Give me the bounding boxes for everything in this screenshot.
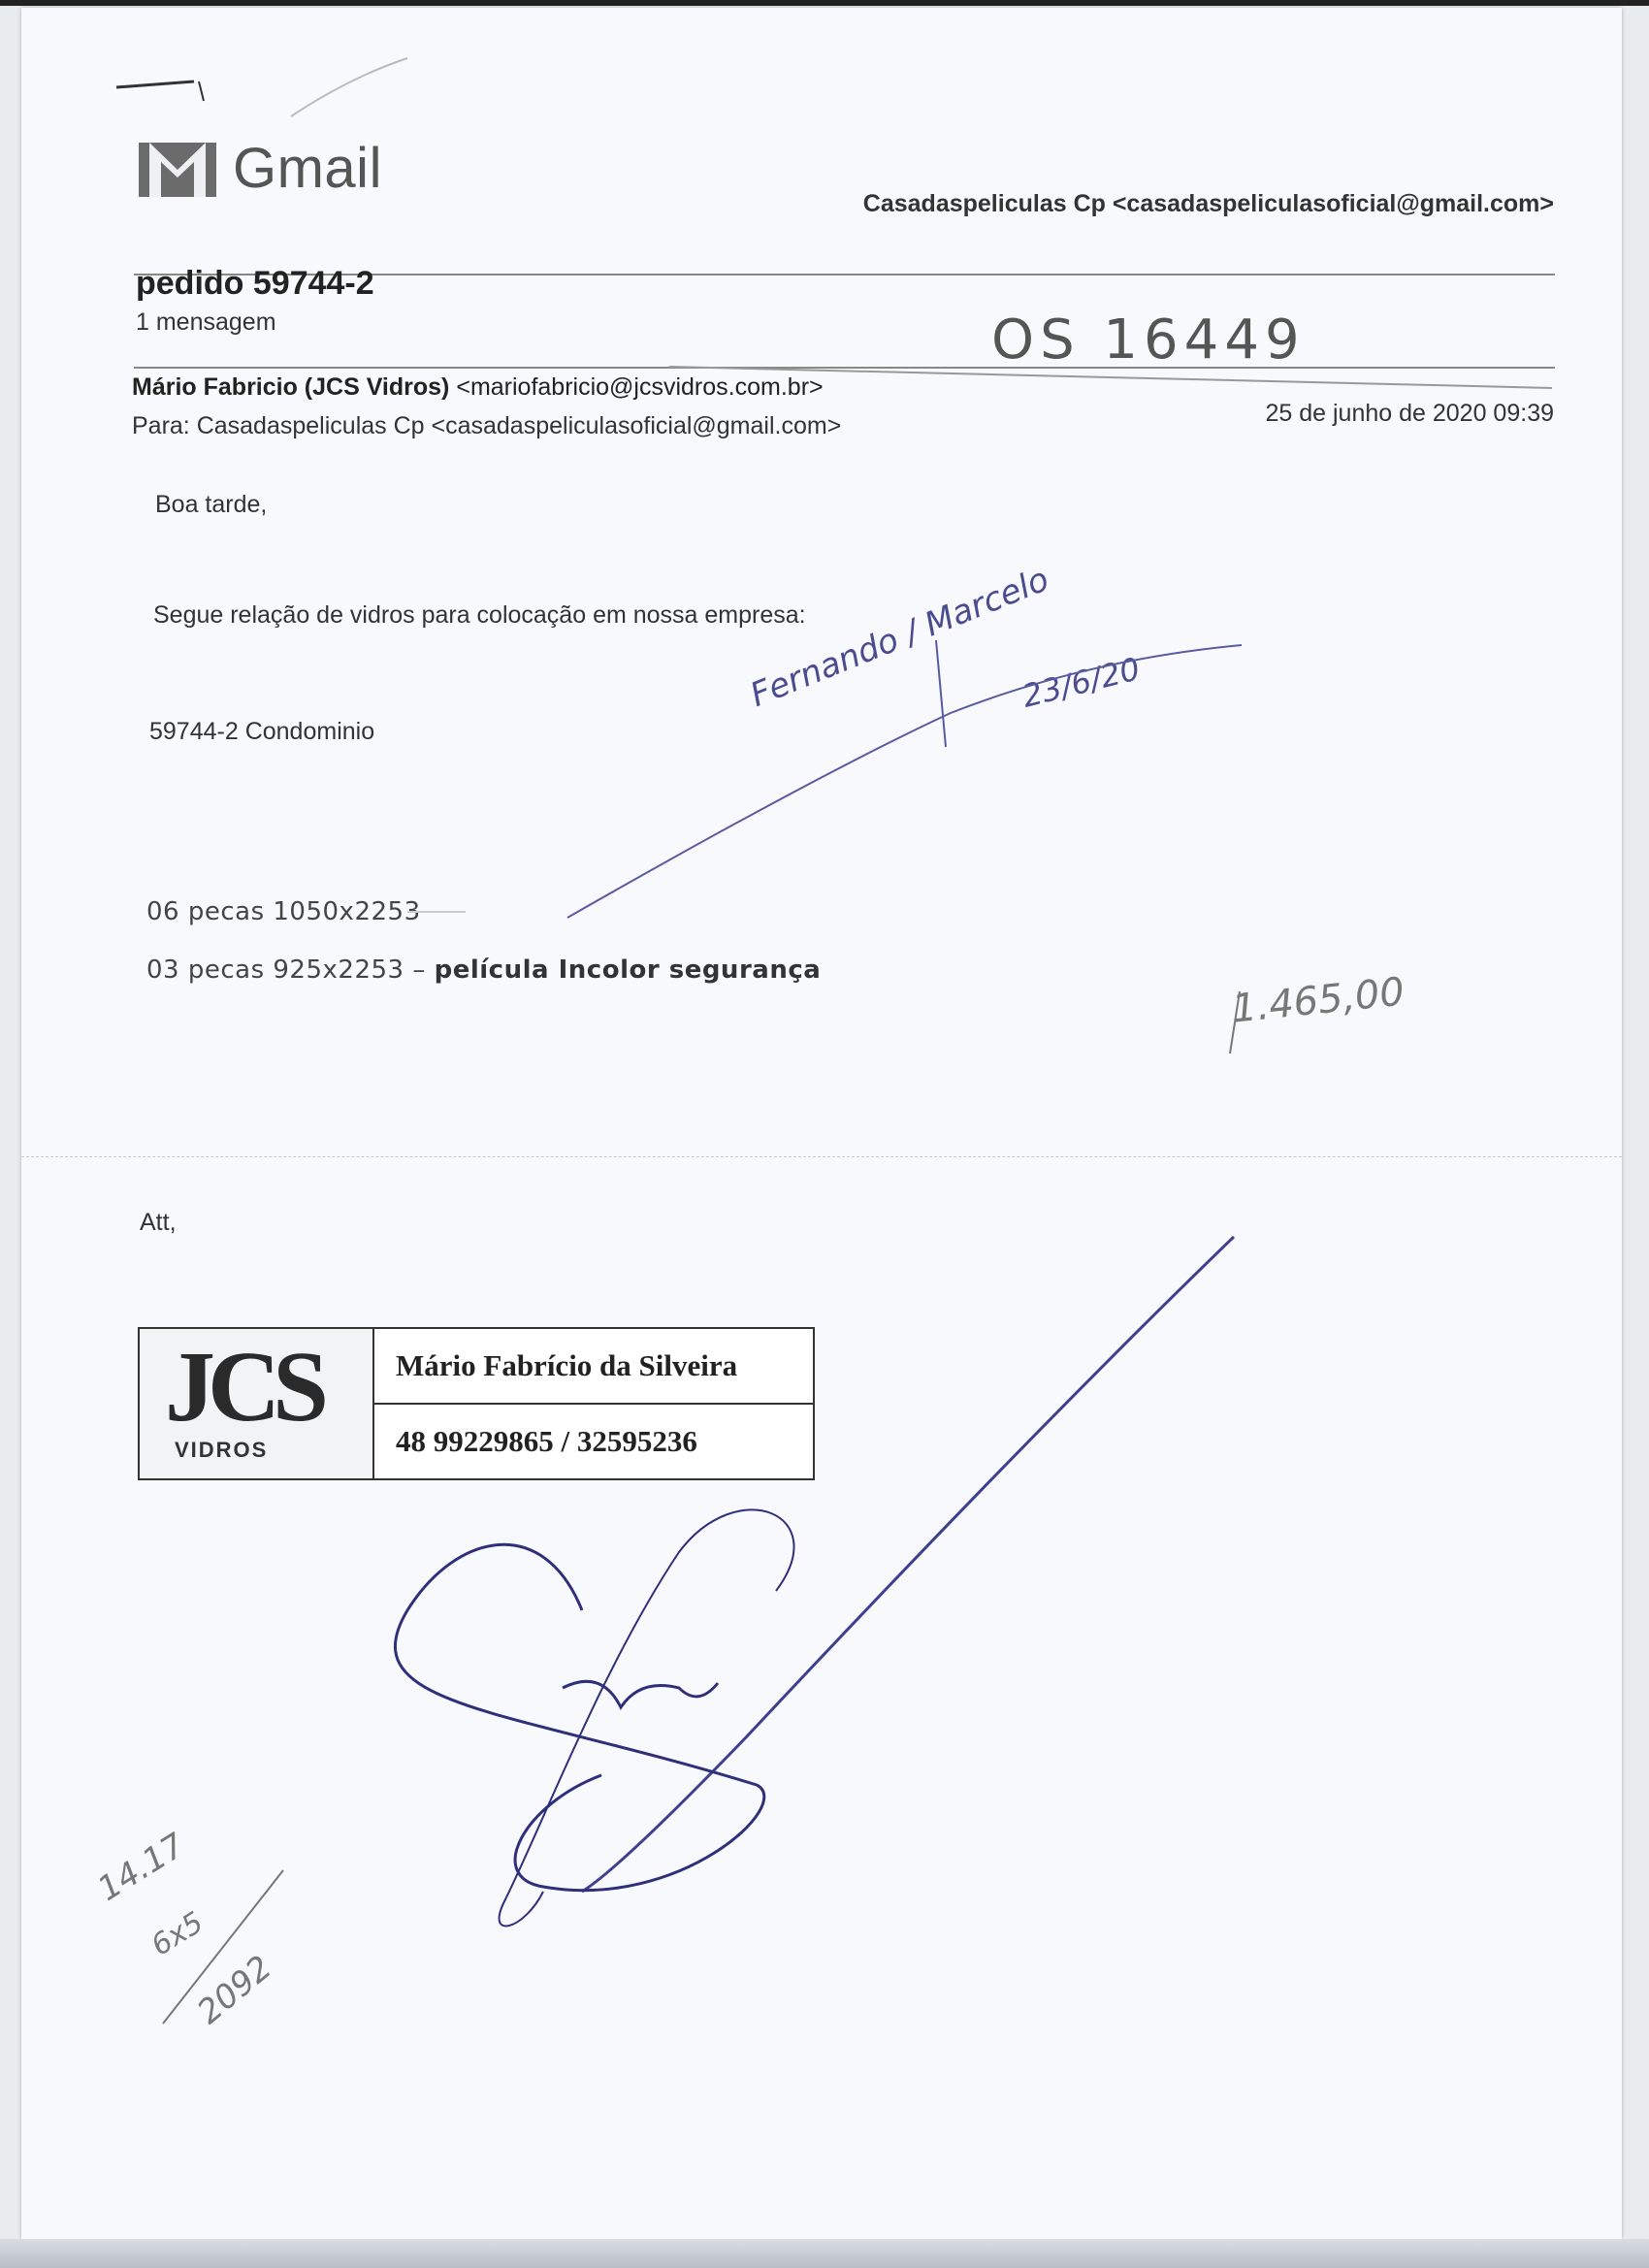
jcs-logo-text: JCS	[165, 1331, 321, 1442]
email-date: 25 de junho de 2020 09:39	[1265, 400, 1554, 427]
jcs-logo-subtext: VIDROS	[175, 1438, 269, 1462]
message-count: 1 mensagem	[136, 308, 276, 336]
signature-phone: 48 99229865 / 32595236	[396, 1424, 697, 1458]
order-line: 59744-2 Condominio	[149, 718, 375, 745]
greeting: Boa tarde,	[155, 491, 268, 518]
jcs-logo	[140, 1329, 374, 1478]
handwritten-date: 23/6/20	[1018, 650, 1144, 715]
sender-line	[132, 373, 824, 402]
item-line-1: 06 pecas 1050x2253	[146, 897, 421, 926]
email-subject: pedido 59744-2	[136, 265, 374, 302]
item2-quantity: 03 pecas 925x2253	[146, 956, 404, 985]
gmail-logo	[136, 136, 382, 201]
paper-fold-line	[21, 1156, 1622, 1157]
document-page	[21, 8, 1622, 2239]
item-line-2	[146, 956, 821, 985]
item2-description: película Incolor segurança	[434, 956, 822, 985]
signature-info	[374, 1329, 813, 1478]
gmail-brand: Gmail	[233, 137, 382, 200]
signature-card	[138, 1327, 815, 1480]
scan-top-edge	[0, 0, 1649, 6]
item2-dash: –	[404, 956, 435, 985]
handwritten-note-1: 14.17	[91, 1826, 192, 1909]
closing: Att,	[140, 1209, 177, 1236]
handwritten-note-3: 2092	[190, 1948, 279, 2032]
scan-bottom-edge	[0, 2239, 1649, 2268]
handwritten-value: 1.465,00	[1230, 969, 1406, 1032]
intro-line: Segue relação de vidros para colocação em nossa empresa:	[153, 601, 806, 629]
gmail-envelope-icon	[136, 137, 219, 201]
subject-divider	[134, 367, 1555, 369]
signature-name: Mário Fabrício da Silveira	[374, 1329, 813, 1405]
handwritten-note-2: 6x5	[146, 1905, 210, 1963]
recipient-line: Para: Casadaspeliculas Cp <casadaspeliculasoficial@gmail.com>	[132, 412, 842, 439]
sender-name: Mário Fabricio (JCS Vidros)	[132, 373, 450, 401]
sender-email: <mariofabricio@jcsvidros.com.br>	[456, 373, 824, 401]
handwritten-os-number: OS 16449	[991, 308, 1306, 372]
handwritten-names: Fernando / Marcelo	[745, 560, 1054, 716]
account-label: Casadaspeliculas Cp <casadaspeliculasoficial@gmail.com>	[862, 190, 1554, 217]
